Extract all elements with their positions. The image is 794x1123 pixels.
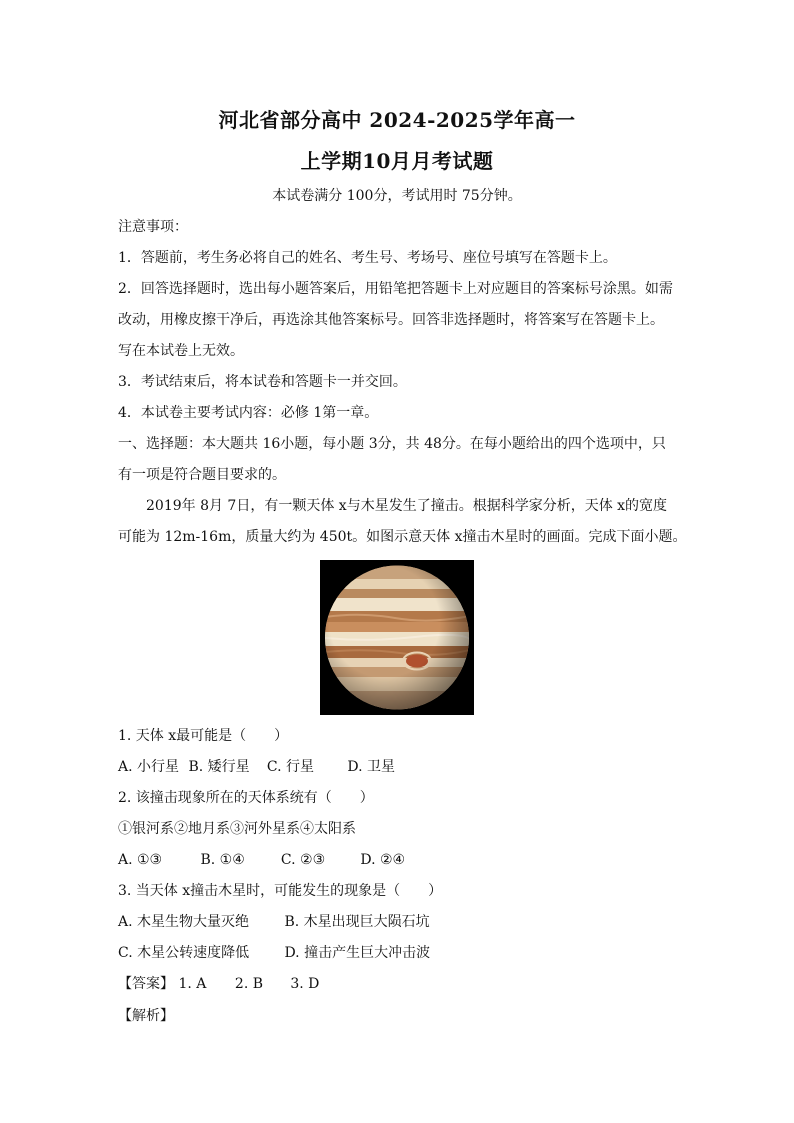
note-item-1: 1．答题前，考生务必将自己的姓名、考生号、考场号、座位号填写在答题卡上。 — [118, 250, 617, 266]
q2-option-a[interactable]: A. ①③ — [118, 852, 163, 868]
q1-option-a[interactable]: A. 小行星 — [118, 759, 180, 775]
question-3-options-row-1 — [118, 912, 430, 932]
note-item-3: 3．考试结束后，将本试卷和答题卡一并交回。 — [118, 374, 407, 390]
note-item-4: 4．本试卷主要考试内容：必修 1第一章。 — [118, 405, 379, 421]
question-2-options — [118, 850, 405, 870]
passage-line-1: 2019年 8月 7日，有一颗天体 x与木星发生了撞击。根据科学家分析，天体 x的宽度 — [146, 498, 668, 514]
note-item-2-line-1: 2．回答选择题时，选出每小题答案后，用铅笔把答题卡上对应题目的答案标号涂黑。如需 — [118, 281, 673, 297]
jupiter-illustration — [320, 560, 474, 715]
q1-option-c[interactable]: C. 行星 — [266, 759, 315, 775]
section-heading-line-1: 一、选择题：本大题共 16小题，每小题 3分，共 48分。在每小题给出的四个选项中，只 — [118, 436, 666, 452]
answer-line — [118, 974, 319, 994]
q3-option-b[interactable]: B. 木星出现巨大陨石坑 — [284, 914, 430, 930]
passage-line-2: 可能为 12m-16m，质量大约为 450t。如图示意天体 x撞击木星时的画面。完成下面小题。 — [118, 529, 687, 545]
question-1-stem: 1. 天体 x最可能是（ ） — [118, 728, 289, 744]
question-2-choices: ①银河系②地月系③河外星系④太阳系 — [118, 821, 356, 837]
page-title: 河北省部分高中 2024-2025学年高一 — [218, 108, 576, 132]
q2-option-c[interactable]: C. ②③ — [280, 852, 326, 868]
q3-option-d[interactable]: D. 撞击产生巨大冲击波 — [284, 945, 431, 961]
question-2-stem: 2. 该撞击现象所在的天体系统有（ ） — [118, 790, 374, 806]
question-3-stem: 3. 当天体 x撞击木星时，可能发生的现象是（ ） — [118, 883, 443, 899]
answer-label: 【答案】 — [118, 976, 174, 992]
q2-option-d[interactable]: D. ②④ — [360, 852, 406, 868]
answer-1: 1. A — [178, 976, 207, 992]
note-item-2-line-2: 改动，用橡皮擦干净后，再选涂其他答案标号。回答非选择题时，将答案写在答题卡上。 — [118, 312, 664, 328]
analysis-label: 【解析】 — [118, 1008, 174, 1024]
notes-heading: 注意事项： — [118, 219, 188, 235]
note-item-2-line-3: 写在本试卷上无效。 — [118, 343, 244, 359]
answer-2: 2. B — [234, 976, 264, 992]
q1-option-b[interactable]: B. 矮行星 — [188, 759, 250, 775]
exam-info: 本试卷满分 100分，考试用时 75分钟。 — [272, 188, 522, 204]
jupiter-image — [320, 560, 474, 715]
answer-3: 3. D — [290, 976, 320, 992]
section-heading-line-2: 有一项是符合题目要求的。 — [118, 467, 286, 483]
q2-option-b[interactable]: B. ①④ — [200, 852, 245, 868]
q3-option-c[interactable]: C. 木星公转速度降低 — [118, 945, 250, 961]
page-subtitle: 上学期10月月考试题 — [300, 149, 494, 173]
q1-option-d[interactable]: D. 卫星 — [347, 759, 395, 775]
question-1-options — [118, 757, 395, 777]
question-3-options-row-2 — [118, 943, 430, 963]
q3-option-a[interactable]: A. 木星生物大量灭绝 — [118, 914, 250, 930]
